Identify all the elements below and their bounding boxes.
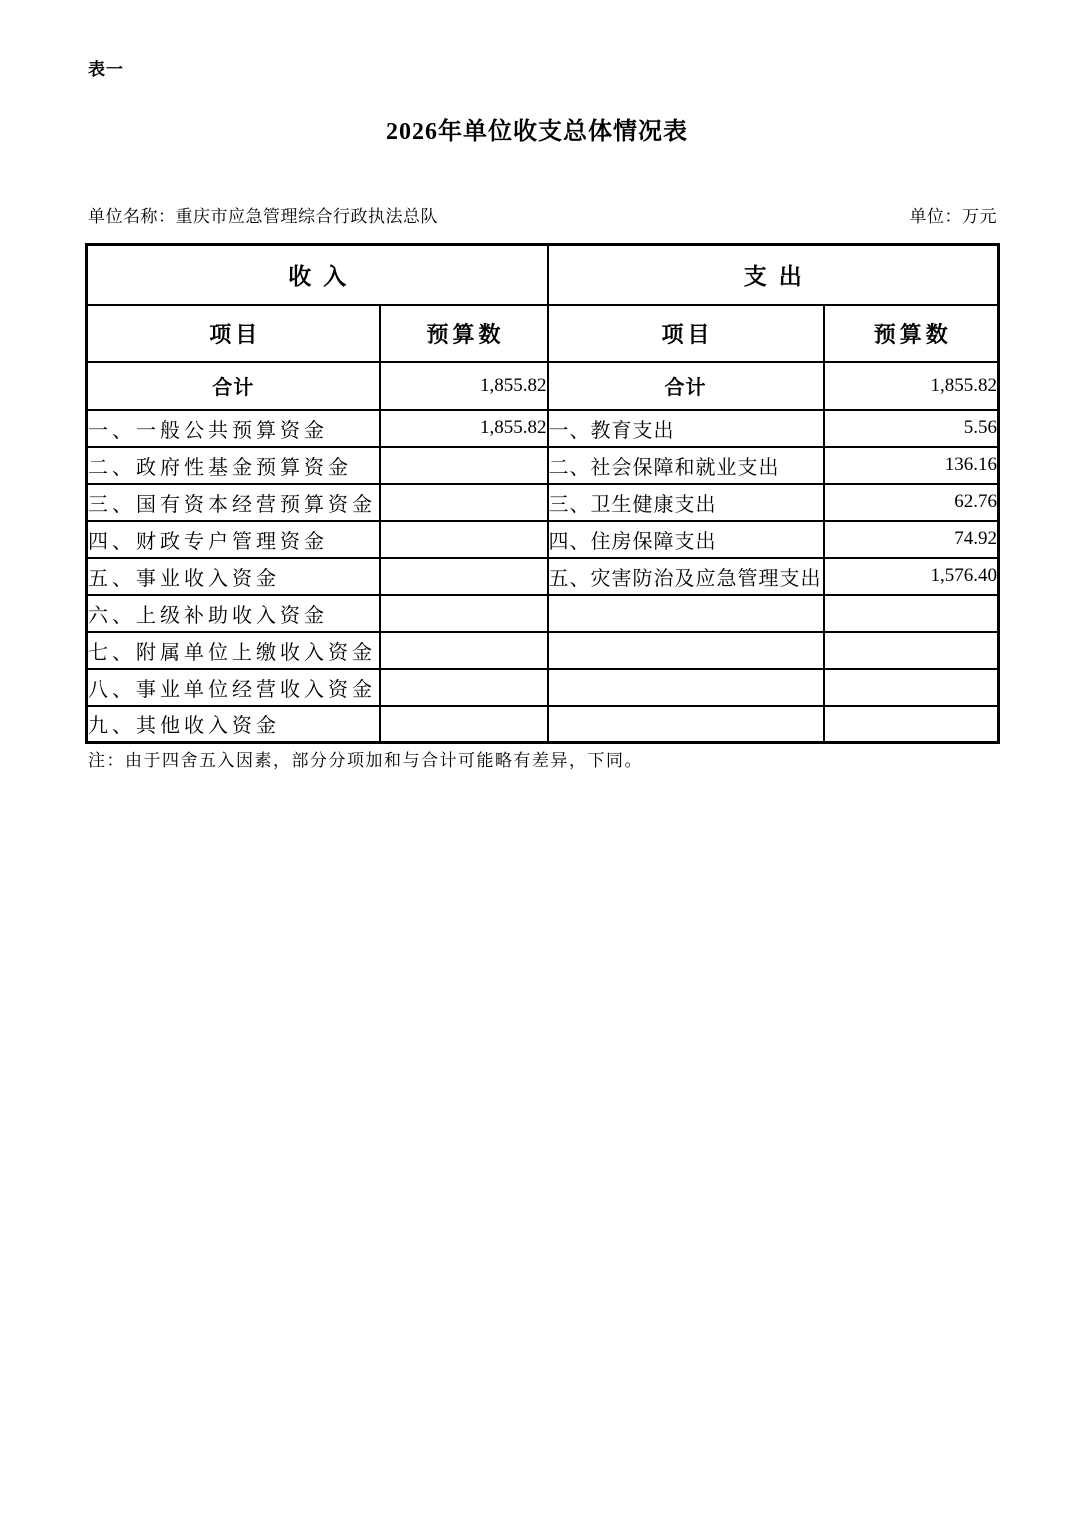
income-value-cell: 1,855.82	[380, 410, 548, 447]
expense-value-cell: 1,576.40	[824, 558, 999, 595]
unit-measure: 单位：万元	[909, 207, 997, 226]
income-item-cell: 三、国有资本经营预算资金	[87, 484, 380, 521]
expense-item-cell: 五、灾害防治及应急管理支出	[548, 558, 824, 595]
income-item-cell: 九、其他收入资金	[87, 706, 380, 743]
income-item-cell: 六、上级补助收入资金	[87, 595, 380, 632]
expense-item-header: 项目	[548, 305, 824, 362]
income-item-cell: 二、政府性基金预算资金	[87, 447, 380, 484]
income-total-label: 合计	[87, 362, 380, 410]
income-value-cell	[380, 521, 548, 558]
expense-item-cell: 二、社会保障和就业支出	[548, 447, 824, 484]
income-value-cell	[380, 447, 548, 484]
table-row	[87, 595, 999, 632]
expense-total-value: 1,855.82	[824, 362, 999, 410]
income-item-cell: 五、事业收入资金	[87, 558, 380, 595]
expense-item-cell	[548, 595, 824, 632]
page-title: 2026年单位收支总体情况表	[386, 119, 688, 145]
expense-value-cell: 5.56	[824, 410, 999, 447]
income-item-header: 项目	[87, 305, 380, 362]
income-value-cell	[380, 632, 548, 669]
column-header-row	[87, 305, 999, 362]
expense-value-cell	[824, 595, 999, 632]
table-row	[87, 521, 999, 558]
expense-value-cell: 62.76	[824, 484, 999, 521]
expense-value-cell: 136.16	[824, 447, 999, 484]
income-total-value: 1,855.82	[380, 362, 548, 410]
table-row	[87, 706, 999, 743]
expense-value-cell	[824, 706, 999, 743]
expense-total-label: 合计	[548, 362, 824, 410]
expense-budget-header: 预算数	[824, 305, 999, 362]
table-row	[87, 447, 999, 484]
expense-item-cell	[548, 669, 824, 706]
income-section-header: 收入	[87, 245, 548, 305]
meta-row	[88, 202, 997, 227]
expense-section-header: 支出	[548, 245, 999, 305]
total-row	[87, 362, 999, 410]
table-row	[87, 669, 999, 706]
expense-value-cell	[824, 669, 999, 706]
income-value-cell	[380, 669, 548, 706]
income-budget-header: 预算数	[380, 305, 548, 362]
expense-value-cell: 74.92	[824, 521, 999, 558]
expense-item-cell: 四、住房保障支出	[548, 521, 824, 558]
rounding-note: 注：由于四舍五入因素，部分分项加和与合计可能略有差异，下同。	[88, 751, 643, 770]
table-row	[87, 484, 999, 521]
expense-item-cell	[548, 632, 824, 669]
sheet-label: 表一	[88, 60, 124, 79]
income-item-cell: 四、财政专户管理资金	[87, 521, 380, 558]
expense-item-cell: 三、卫生健康支出	[548, 484, 824, 521]
table-row	[87, 558, 999, 595]
expense-item-cell: 一、教育支出	[548, 410, 824, 447]
income-value-cell	[380, 595, 548, 632]
table-row	[87, 410, 999, 447]
income-value-cell	[380, 706, 548, 743]
income-value-cell	[380, 484, 548, 521]
unit-name: 单位名称：重庆市应急管理综合行政执法总队	[88, 207, 438, 226]
budget-table	[85, 243, 1000, 744]
income-item-cell: 八、事业单位经营收入资金	[87, 669, 380, 706]
expense-item-cell	[548, 706, 824, 743]
section-header-row	[87, 245, 999, 305]
income-item-cell: 一、一般公共预算资金	[87, 410, 380, 447]
income-item-cell: 七、附属单位上缴收入资金	[87, 632, 380, 669]
table-row	[87, 632, 999, 669]
expense-value-cell	[824, 632, 999, 669]
income-value-cell	[380, 558, 548, 595]
